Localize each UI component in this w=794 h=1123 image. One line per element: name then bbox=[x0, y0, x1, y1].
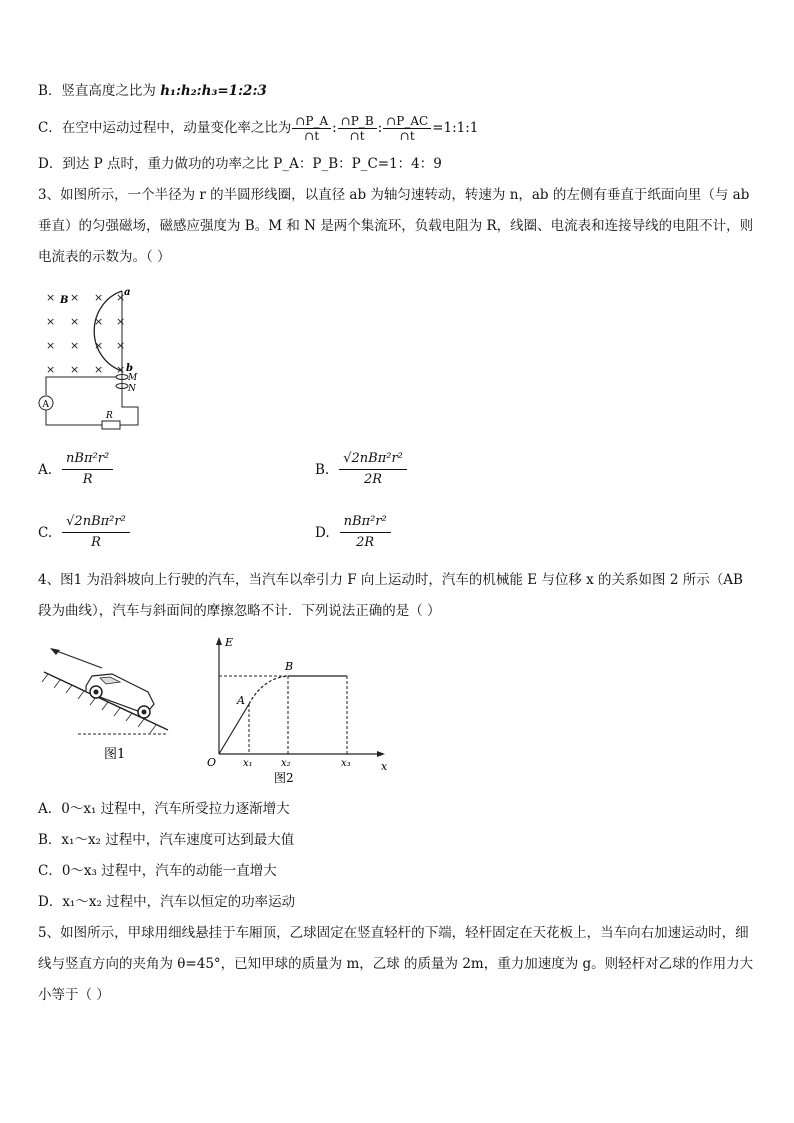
q2-option-b-value: h₁:h₂:h₃=1:2:3 bbox=[160, 83, 267, 99]
wire-right bbox=[120, 389, 138, 425]
fig2-caption: 图2 bbox=[274, 771, 294, 785]
q3-option-b: B. $\frac{\text{√2nBπ²r²}}{2R}$ bbox=[315, 450, 407, 489]
q3-option-c: C. $\frac{\text{√2nBπ²r²}}{R}$ bbox=[38, 513, 130, 552]
wire-left bbox=[46, 377, 116, 395]
q2-option-c-suffix: =1:1:1 bbox=[432, 120, 479, 136]
svg-text:×: × bbox=[70, 363, 80, 376]
q5-stem: 5、如图所示，甲球用细线悬挂于车厢顶，乙球固定在竖直轻杆的下端，轻杆固定在天花板上，当车向右加速运动时，细线与竖直方向的夹角为 θ=45°，已知甲球的质量为 m，乙球 的质量为 2m，重力加速度为 g。则轻杆对乙球的作用力大小等于（ ） bbox=[38, 925, 754, 1003]
tick-x3: x₃ bbox=[341, 758, 351, 769]
q3-stem: 3、如图所示，一个半径为 r 的半圆形线圈，以直径 ab 为轴匀速转动，转速为 n，ab 的左侧有垂直于纸面向里（与 ab 垂直）的匀强磁场，磁感应强度为 B。M 和 N 是两个集流环，负载电阻为 R，线圈、电流表和连接导线的电阻不计，则电流表的示数为。（ ） bbox=[38, 187, 754, 265]
resistor bbox=[102, 421, 120, 429]
force-arrow bbox=[54, 650, 102, 668]
point-label-A: A bbox=[237, 694, 245, 707]
svg-text:×: × bbox=[46, 291, 56, 304]
q2-option-b-prefix: B．竖直高度之比为 bbox=[38, 83, 161, 99]
fig1-caption: 图1 bbox=[104, 747, 126, 762]
origin-label: O bbox=[207, 756, 217, 769]
svg-text:×: × bbox=[94, 291, 104, 304]
axis-label-x: x bbox=[381, 760, 388, 773]
q3-option-a: A. $\frac{\text{nBπ²r²}}{R}$ bbox=[38, 450, 113, 489]
svg-text:×: × bbox=[46, 363, 56, 376]
q2-option-c-prefix: C．在空中运动过程中，动量变化率之比为 bbox=[38, 120, 292, 136]
q2-fraction-3: $\frac{\cap P\_AC}{\cap t}$ bbox=[383, 114, 431, 143]
svg-text:×: × bbox=[70, 315, 80, 328]
svg-text:×: × bbox=[116, 339, 126, 352]
label-B: B bbox=[60, 295, 69, 306]
q4-option-d: D．x₁～x₂ 过程中，汽车以恒定的功率运动 bbox=[38, 894, 296, 910]
curve-AB bbox=[249, 676, 288, 704]
svg-text:×: × bbox=[46, 315, 56, 328]
tick-x2: x₂ bbox=[281, 758, 291, 769]
svg-text:×: × bbox=[94, 315, 104, 328]
svg-text:×: × bbox=[70, 291, 80, 304]
point-label-B: B bbox=[285, 660, 294, 673]
tick-x1: x₁ bbox=[243, 758, 253, 769]
svg-text:×: × bbox=[116, 315, 126, 328]
q4-option-c: C．0～x₃ 过程中，汽车的动能一直增大 bbox=[38, 863, 277, 879]
svg-text:×: × bbox=[70, 339, 80, 352]
svg-text:×: × bbox=[94, 339, 104, 352]
car-icon bbox=[86, 674, 154, 718]
q4-option-b: B．x₁～x₂ 过程中，汽车速度可达到最大值 bbox=[38, 832, 295, 848]
label-A: A bbox=[42, 400, 49, 410]
svg-text:×: × bbox=[94, 363, 104, 376]
label-N: N bbox=[128, 384, 136, 394]
label-b: b bbox=[126, 363, 133, 374]
q2-option-d: D．到达 P 点时，重力做功的功率之比 P_A：P_B：P_C=1：4：9 bbox=[38, 156, 442, 172]
q3-figure bbox=[38, 283, 158, 431]
q4-option-a: A．0～x₁ 过程中，汽车所受拉力逐渐增大 bbox=[38, 801, 290, 817]
force-arrow-head bbox=[50, 648, 60, 655]
segment-OA bbox=[219, 704, 249, 754]
q4-stem: 4、图1 为沿斜坡向上行驶的汽车，当汽车以牵引力 F 向上运动时，汽车的机械能 E 与位移 x 的关系如图 2 所示（AB 段为曲线），汽车与斜面间的摩擦忽略不计．下列说法正确的是（ ） bbox=[38, 572, 743, 619]
q2-option-b bbox=[38, 82, 267, 100]
q4-figure-1 bbox=[40, 648, 175, 763]
svg-text:×: × bbox=[116, 291, 126, 304]
label-M: M bbox=[128, 373, 138, 383]
label-a: a bbox=[124, 287, 131, 298]
axis-label-E: E bbox=[225, 636, 234, 649]
q4-figure-2 bbox=[205, 632, 390, 790]
q2-fraction-1: $\frac{\cap P\_A}{\cap t}$ bbox=[292, 114, 331, 143]
magnetic-field-crosses bbox=[46, 291, 125, 376]
q2-option-c: C．在空中运动过程中，动量变化率之比为 $\frac{\cap P\_A}{\cap t}$ : $\frac{\cap P\_B}{\cap t}$ : $\frac{\cap P\_AC}{\cap t}$ =1:1:1 bbox=[38, 113, 479, 143]
label-R: R bbox=[106, 411, 113, 421]
q2-fraction-2: $\frac{\cap P\_B}{\cap t}$ bbox=[338, 114, 377, 143]
svg-text:×: × bbox=[46, 339, 56, 352]
svg-text:×: × bbox=[116, 363, 126, 376]
q3-option-d: D. $\frac{\text{nBπ²r²}}{2R}$ bbox=[315, 513, 391, 552]
